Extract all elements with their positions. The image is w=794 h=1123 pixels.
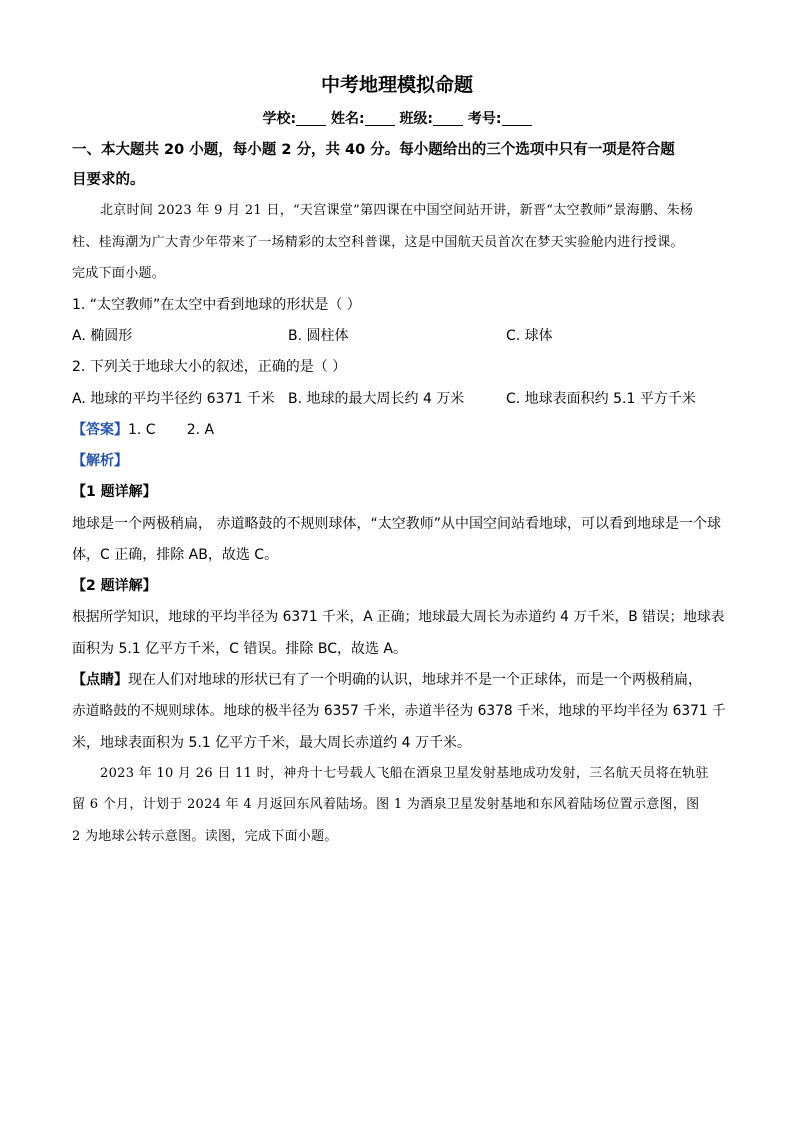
q1-option-a[interactable]: A. 椭圆形 [72, 328, 133, 344]
tips-tag: 【点睛】 [72, 672, 128, 688]
q1-stem: 1. “太空教师”在太空中看到地球的形状是（ ） [72, 297, 361, 313]
name-blank[interactable] [365, 111, 395, 126]
name-label: 姓名: [330, 111, 365, 127]
q1-option-c[interactable]: C. 球体 [506, 328, 553, 344]
detail2-line2: 面积为 5.1 亿平方千米，C 错误。排除 BC，故选 A。 [72, 641, 408, 657]
q1-option-b[interactable]: B. 圆柱体 [288, 328, 349, 344]
school-label: 学校: [262, 111, 297, 127]
section-heading-line1: 一、本大题共 20 小题，每小题 2 分，共 40 分。每小题给出的三个选项中只有一项是符合题 [72, 142, 675, 158]
passage2-line3: 2 为地球公转示意图。读图，完成下面小题。 [72, 829, 338, 844]
class-blank[interactable] [433, 111, 463, 126]
answer-text: 1. C 2. A [128, 422, 215, 438]
answer-tag: 【答案】 [72, 422, 128, 438]
number-label: 考号: [467, 111, 502, 127]
class-label: 班级: [399, 111, 434, 127]
tips-line3: 米，地球表面积为 5.1 亿平方千米，最大周长赤道约 4 万千米。 [72, 735, 471, 751]
passage1-line3: 完成下面小题。 [72, 266, 166, 281]
detail1-line1: 地球是一个两极稍扁， 赤道略鼓的不规则球体，“太空教师”从中国空间站看地球，可以看到地球是一个球 [72, 516, 721, 532]
answer-line [72, 420, 214, 440]
section-heading-line2: 目要求的。 [72, 172, 145, 188]
tips-line1 [72, 670, 702, 690]
school-blank[interactable] [296, 111, 326, 126]
passage1-line2: 柱、桂海潮为广大青少年带来了一场精彩的太空科普课，这是中国航天员首次在梦天实验舱内进行授课。 [72, 235, 684, 250]
q2-option-c[interactable]: C. 地球表面积约 5.1 平方千米 [506, 391, 696, 407]
detail2-line1: 根据所学知识，地球的平均半径为 6371 千米，A 正确；地球最大周长为赤道约 4 万千米，B 错误；地球表 [72, 609, 725, 625]
passage2-line1: 2023 年 10 月 26 日 11 时，神舟十七号载人飞船在酒泉卫星发射基地成功发射，三名航天员将在轨驻 [100, 766, 709, 781]
page-title: 中考地理模拟命题 [320, 74, 473, 96]
detail1-line2: 体，C 正确，排除 AB，故选 C。 [72, 547, 279, 563]
tips-line2: 赤道略鼓的不规则球体。地球的极半径为 6357 千米，赤道半径为 6378 千米，地球的平均半径为 6371 千 [72, 703, 726, 719]
analysis-line [72, 451, 128, 471]
tips-text1: 现在人们对地球的形状已有了一个明确的认识，地球并不是一个正球体，而是一个两极稍扁， [128, 672, 702, 688]
student-info-row [0, 108, 794, 128]
analysis-tag: 【解析】 [72, 453, 128, 469]
q2-option-b[interactable]: B. 地球的最大周长约 4 万米 [288, 391, 465, 407]
detail2-tag: 【2 题详解】 [72, 578, 157, 594]
number-blank[interactable] [502, 111, 532, 126]
detail1-tag: 【1 题详解】 [72, 484, 157, 500]
q2-stem: 2. 下列关于地球大小的叙述，正确的是（ ） [72, 359, 347, 375]
q2-option-a[interactable]: A. 地球的平均半径约 6371 千米 [72, 391, 275, 407]
passage1-line1: 北京时间 2023 年 9 月 21 日，“天宫课堂”第四课在中国空间站开讲，新晋“太空教师”景海鹏、朱杨 [100, 203, 694, 218]
passage2-line2: 留 6 个月，计划于 2024 年 4 月返回东风着陆场。图 1 为酒泉卫星发射基地和东风着陆场位置示意图，图 [72, 797, 700, 812]
